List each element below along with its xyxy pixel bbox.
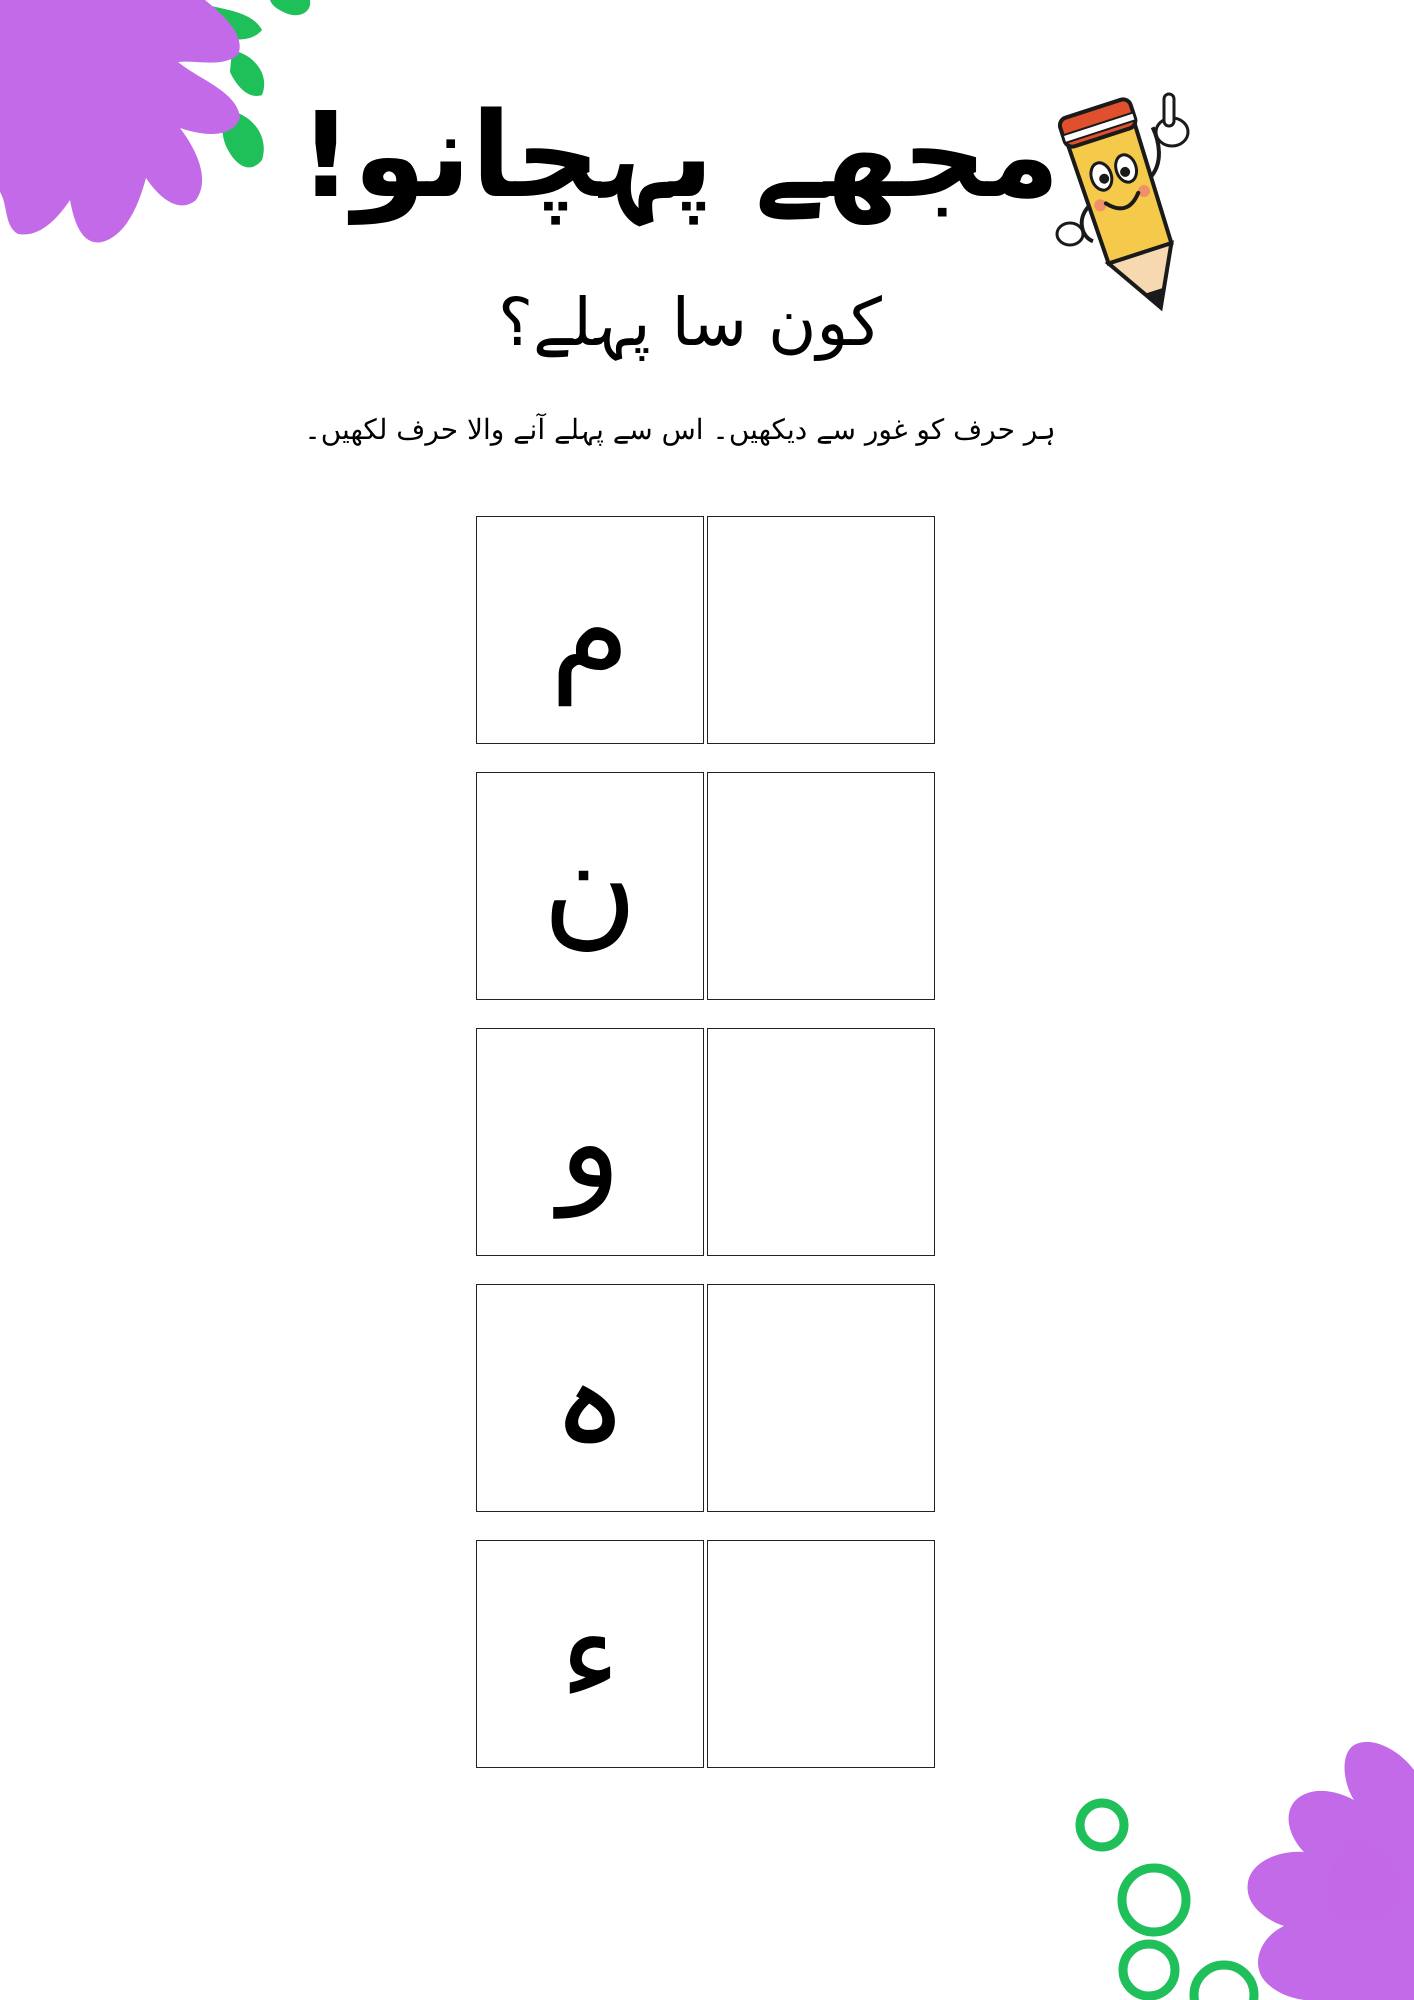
- letter-row: [476, 1284, 942, 1514]
- purple-flower-green-circles-icon: [1054, 1730, 1414, 2000]
- pencil-mascot-icon: [1048, 76, 1198, 326]
- answer-box[interactable]: [707, 1540, 935, 1768]
- answer-box[interactable]: [707, 1284, 935, 1512]
- letter-box: [476, 1028, 704, 1256]
- worksheet-subtitle: کون سا پہلے؟: [498, 284, 882, 361]
- answer-box[interactable]: [707, 772, 935, 1000]
- letter-grid: [476, 516, 942, 1796]
- letter-box: [476, 1284, 704, 1512]
- letter-row: [476, 516, 942, 746]
- letter: ن: [542, 810, 638, 962]
- letter-box: [476, 772, 704, 1000]
- answer-box[interactable]: [707, 516, 935, 744]
- letter-row: [476, 1028, 942, 1258]
- letter-row: [476, 1540, 942, 1770]
- letter: ہ: [551, 1322, 629, 1474]
- purple-paint-splash-icon: [0, 0, 330, 260]
- letter-box: [476, 1540, 704, 1768]
- letter: ء: [559, 1578, 621, 1730]
- letter: و: [558, 1066, 622, 1218]
- answer-box[interactable]: [707, 1028, 935, 1256]
- letter-row: [476, 772, 942, 1002]
- letter: م: [549, 554, 631, 706]
- letter-box: [476, 516, 704, 744]
- instructions-text: ہر حرف کو غور سے دیکھیں۔ اس سے پہلے آنے والا حرف لکھیں۔: [304, 413, 1056, 446]
- worksheet-title: مجھے پہچانو!: [298, 86, 1060, 224]
